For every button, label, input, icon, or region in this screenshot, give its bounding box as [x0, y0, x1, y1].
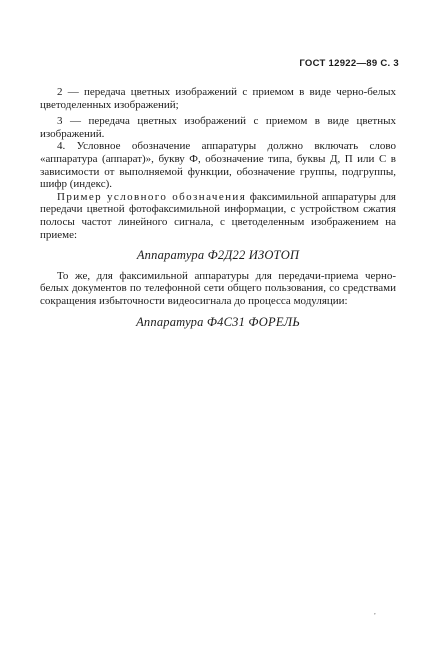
paragraph-same: То же, для факсимильной аппаратуры для передачи-приема черно-белых документов по телефонной сети общего пользования, со средствами сокращения избыточности видеосигнала до процесса модуляции:: [40, 269, 396, 307]
paragraph-example: [40, 191, 396, 241]
page-header: ГОСТ 12922—89 С. 3: [299, 58, 399, 69]
document-body: [40, 86, 396, 336]
paragraph-item-2: 2 — передача цветных изображений с приемом в виде черно-белых цветоделенных изображений;: [40, 86, 396, 111]
example-lead: Пример условного обозначения: [57, 190, 247, 203]
example-caption-2: Аппаратура Ф4С31 ФОРЕЛЬ: [136, 314, 300, 329]
page-mark: ,: [374, 608, 376, 616]
example-caption-1: Аппаратура Ф2Д22 ИЗОТОП: [136, 248, 300, 263]
paragraph-item-4: 4. Условное обозначение аппаратуры должно включать слово «аппаратура (аппарат)», букву Ф, обозначение типа, буквы Д, П или С в зависимости от выполняемой функции, обозначение группы, подгруппы, шифр (индекс).: [40, 140, 396, 191]
paragraph-item-3: 3 — передача цветных изображений с приемом в виде цветных изображений.: [40, 115, 396, 140]
example-text: факсимильной аппаратуры для передачи цветной фотофаксимильной информации, с устройством сжатия полосы частот линейного сигнала, с цветоделенным изображением на приеме:: [40, 190, 396, 241]
